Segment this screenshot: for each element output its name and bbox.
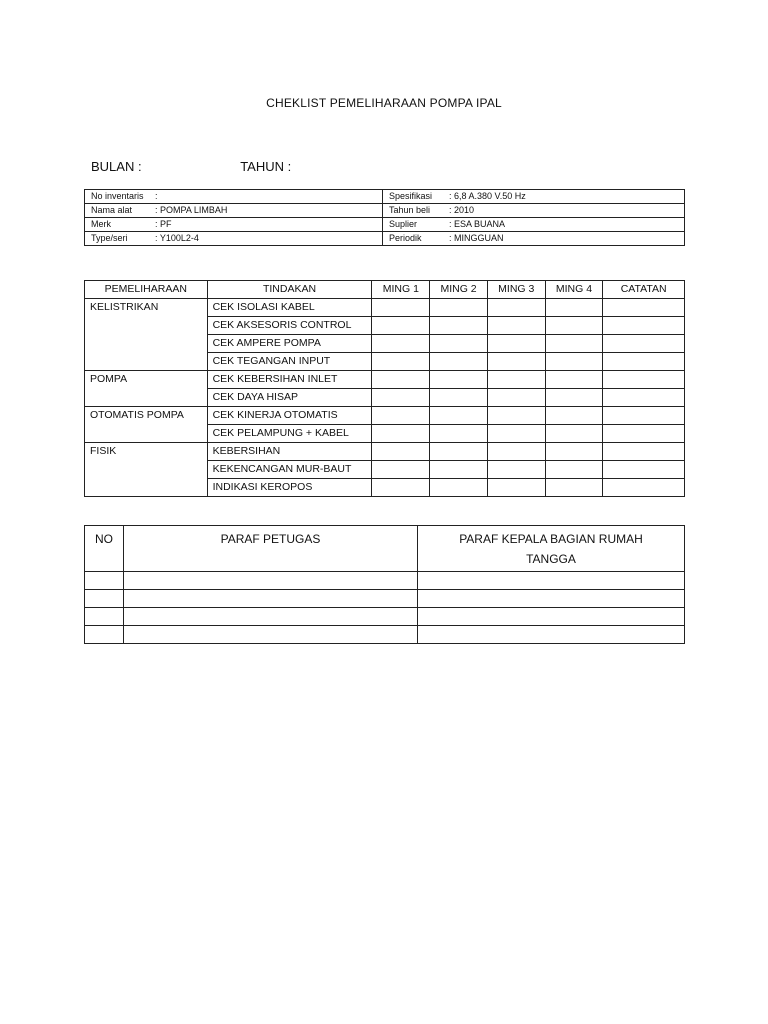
- check-cell-ming-3[interactable]: [487, 479, 545, 497]
- info-left-key: Merk: [91, 219, 111, 229]
- signature-row: [85, 572, 685, 590]
- tahun-label: TAHUN :: [240, 159, 292, 174]
- check-cell-ming-4[interactable]: [545, 479, 603, 497]
- info-row: [85, 218, 685, 232]
- check-cell-ming-1[interactable]: [372, 299, 430, 317]
- signature-kepala-cell[interactable]: [418, 572, 685, 590]
- check-cell-ming-2[interactable]: [430, 443, 488, 461]
- check-cell-ming-3[interactable]: [487, 371, 545, 389]
- header-paraf-petugas: PARAF PETUGAS: [124, 526, 418, 572]
- maintenance-category: OTOMATIS POMPA: [85, 407, 208, 443]
- signature-no-cell[interactable]: [85, 626, 124, 644]
- bulan-label: BULAN :: [91, 159, 142, 174]
- catatan-cell[interactable]: [603, 371, 685, 389]
- info-right-key: Periodik: [389, 233, 422, 243]
- info-right-cell: [383, 204, 685, 218]
- check-cell-ming-4[interactable]: [545, 461, 603, 479]
- info-left-cell: [85, 204, 383, 218]
- header-tindakan: TINDAKAN: [207, 281, 372, 299]
- document-title: CHEKLIST PEMELIHARAAN POMPA IPAL: [266, 96, 502, 110]
- header-ming-4: MING 4: [545, 281, 603, 299]
- check-cell-ming-2[interactable]: [430, 299, 488, 317]
- check-cell-ming-1[interactable]: [372, 425, 430, 443]
- check-cell-ming-1[interactable]: [372, 443, 430, 461]
- info-left-key: Nama alat: [91, 205, 133, 215]
- signature-header-row: [85, 526, 685, 572]
- info-right-key: Suplier: [389, 219, 418, 229]
- info-right-key: Spesifikasi: [389, 191, 433, 201]
- maintenance-action: KEKENCANGAN MUR-BAUT: [207, 461, 372, 479]
- maintenance-action: INDIKASI KEROPOS: [207, 479, 372, 497]
- info-left-value: :: [155, 191, 158, 201]
- maintenance-row: [85, 443, 685, 461]
- check-cell-ming-1[interactable]: [372, 479, 430, 497]
- check-cell-ming-4[interactable]: [545, 353, 603, 371]
- check-cell-ming-1[interactable]: [372, 407, 430, 425]
- maintenance-action: CEK PELAMPUNG + KABEL: [207, 425, 372, 443]
- catatan-cell[interactable]: [603, 443, 685, 461]
- signature-no-cell[interactable]: [85, 572, 124, 590]
- check-cell-ming-2[interactable]: [430, 407, 488, 425]
- maintenance-action: KEBERSIHAN: [207, 443, 372, 461]
- info-left-key: No inventaris: [91, 191, 144, 201]
- signature-kepala-cell[interactable]: [418, 590, 685, 608]
- info-right-key: Tahun beli: [389, 205, 431, 215]
- info-right-cell: [383, 218, 685, 232]
- maintenance-action: CEK TEGANGAN INPUT: [207, 353, 372, 371]
- catatan-cell[interactable]: [603, 317, 685, 335]
- signature-row: [85, 590, 685, 608]
- signature-no-cell[interactable]: [85, 590, 124, 608]
- header-paraf-kepala: [418, 526, 685, 572]
- check-cell-ming-1[interactable]: [372, 461, 430, 479]
- check-cell-ming-2[interactable]: [430, 425, 488, 443]
- check-cell-ming-2[interactable]: [430, 389, 488, 407]
- catatan-cell[interactable]: [603, 389, 685, 407]
- maintenance-category: KELISTRIKAN: [85, 299, 208, 371]
- check-cell-ming-1[interactable]: [372, 317, 430, 335]
- check-cell-ming-3[interactable]: [487, 335, 545, 353]
- check-cell-ming-1[interactable]: [372, 353, 430, 371]
- header-paraf-kepala-text: PARAF KEPALA BAGIAN RUMAH TANGGA: [459, 532, 643, 566]
- header-pemeliharaan: PEMELIHARAAN: [85, 281, 208, 299]
- check-cell-ming-4[interactable]: [545, 299, 603, 317]
- signature-row: [85, 626, 685, 644]
- check-cell-ming-3[interactable]: [487, 353, 545, 371]
- check-cell-ming-1[interactable]: [372, 335, 430, 353]
- maintenance-action: CEK DAYA HISAP: [207, 389, 372, 407]
- info-row: [85, 204, 685, 218]
- maintenance-action: CEK AKSESORIS CONTROL: [207, 317, 372, 335]
- check-cell-ming-3[interactable]: [487, 425, 545, 443]
- maintenance-header-row: [85, 281, 685, 299]
- check-cell-ming-2[interactable]: [430, 353, 488, 371]
- check-cell-ming-3[interactable]: [487, 443, 545, 461]
- catatan-cell[interactable]: [603, 299, 685, 317]
- info-left-cell: [85, 218, 383, 232]
- signature-row: [85, 608, 685, 626]
- signature-table: [84, 525, 685, 644]
- signature-petugas-cell[interactable]: [124, 626, 418, 644]
- check-cell-ming-4[interactable]: [545, 443, 603, 461]
- info-left-cell: [85, 232, 383, 246]
- check-cell-ming-3[interactable]: [487, 389, 545, 407]
- maintenance-action: CEK KINERJA OTOMATIS: [207, 407, 372, 425]
- check-cell-ming-3[interactable]: [487, 407, 545, 425]
- catatan-cell[interactable]: [603, 407, 685, 425]
- signature-kepala-cell[interactable]: [418, 626, 685, 644]
- header-ming-3: MING 3: [487, 281, 545, 299]
- maintenance-action: CEK ISOLASI KABEL: [207, 299, 372, 317]
- signature-petugas-cell[interactable]: [124, 608, 418, 626]
- maintenance-row: [85, 299, 685, 317]
- signature-petugas-cell[interactable]: [124, 590, 418, 608]
- info-right-value: : MINGGUAN: [449, 233, 504, 243]
- check-cell-ming-1[interactable]: [372, 371, 430, 389]
- info-right-value: : 2010: [449, 205, 475, 215]
- info-right-cell: [383, 232, 685, 246]
- period-line: [91, 159, 291, 174]
- signature-petugas-cell[interactable]: [124, 572, 418, 590]
- check-cell-ming-4[interactable]: [545, 371, 603, 389]
- info-row: [85, 232, 685, 246]
- info-right-cell: [383, 190, 685, 204]
- header-catatan: CATATAN: [603, 281, 685, 299]
- check-cell-ming-2[interactable]: [430, 335, 488, 353]
- info-left-value: : POMPA LIMBAH: [155, 205, 228, 215]
- info-left-key: Type/seri: [91, 233, 128, 243]
- catatan-cell[interactable]: [603, 353, 685, 371]
- check-cell-ming-1[interactable]: [372, 389, 430, 407]
- check-cell-ming-4[interactable]: [545, 335, 603, 353]
- equipment-info-table: [84, 189, 685, 246]
- catatan-cell[interactable]: [603, 479, 685, 497]
- check-cell-ming-4[interactable]: [545, 407, 603, 425]
- maintenance-table: [84, 280, 685, 497]
- check-cell-ming-3[interactable]: [487, 299, 545, 317]
- check-cell-ming-2[interactable]: [430, 317, 488, 335]
- maintenance-row: [85, 371, 685, 389]
- check-cell-ming-3[interactable]: [487, 461, 545, 479]
- check-cell-ming-2[interactable]: [430, 371, 488, 389]
- signature-no-cell[interactable]: [85, 608, 124, 626]
- maintenance-action: CEK KEBERSIHAN INLET: [207, 371, 372, 389]
- info-left-value: : PF: [155, 219, 172, 229]
- check-cell-ming-2[interactable]: [430, 479, 488, 497]
- header-no: NO: [85, 526, 124, 572]
- info-left-cell: [85, 190, 383, 204]
- check-cell-ming-4[interactable]: [545, 425, 603, 443]
- info-right-value: : 6,8 A.380 V.50 Hz: [449, 191, 526, 201]
- check-cell-ming-4[interactable]: [545, 389, 603, 407]
- catatan-cell[interactable]: [603, 425, 685, 443]
- info-right-value: : ESA BUANA: [449, 219, 506, 229]
- info-left-value: : Y100L2-4: [155, 233, 199, 243]
- maintenance-action: CEK AMPERE POMPA: [207, 335, 372, 353]
- check-cell-ming-3[interactable]: [487, 317, 545, 335]
- check-cell-ming-4[interactable]: [545, 317, 603, 335]
- maintenance-row: [85, 407, 685, 425]
- check-cell-ming-2[interactable]: [430, 461, 488, 479]
- signature-kepala-cell[interactable]: [418, 608, 685, 626]
- header-ming-2: MING 2: [430, 281, 488, 299]
- info-row: [85, 190, 685, 204]
- header-ming-1: MING 1: [372, 281, 430, 299]
- catatan-cell[interactable]: [603, 461, 685, 479]
- maintenance-category: FISIK: [85, 443, 208, 497]
- maintenance-category: POMPA: [85, 371, 208, 407]
- catatan-cell[interactable]: [603, 335, 685, 353]
